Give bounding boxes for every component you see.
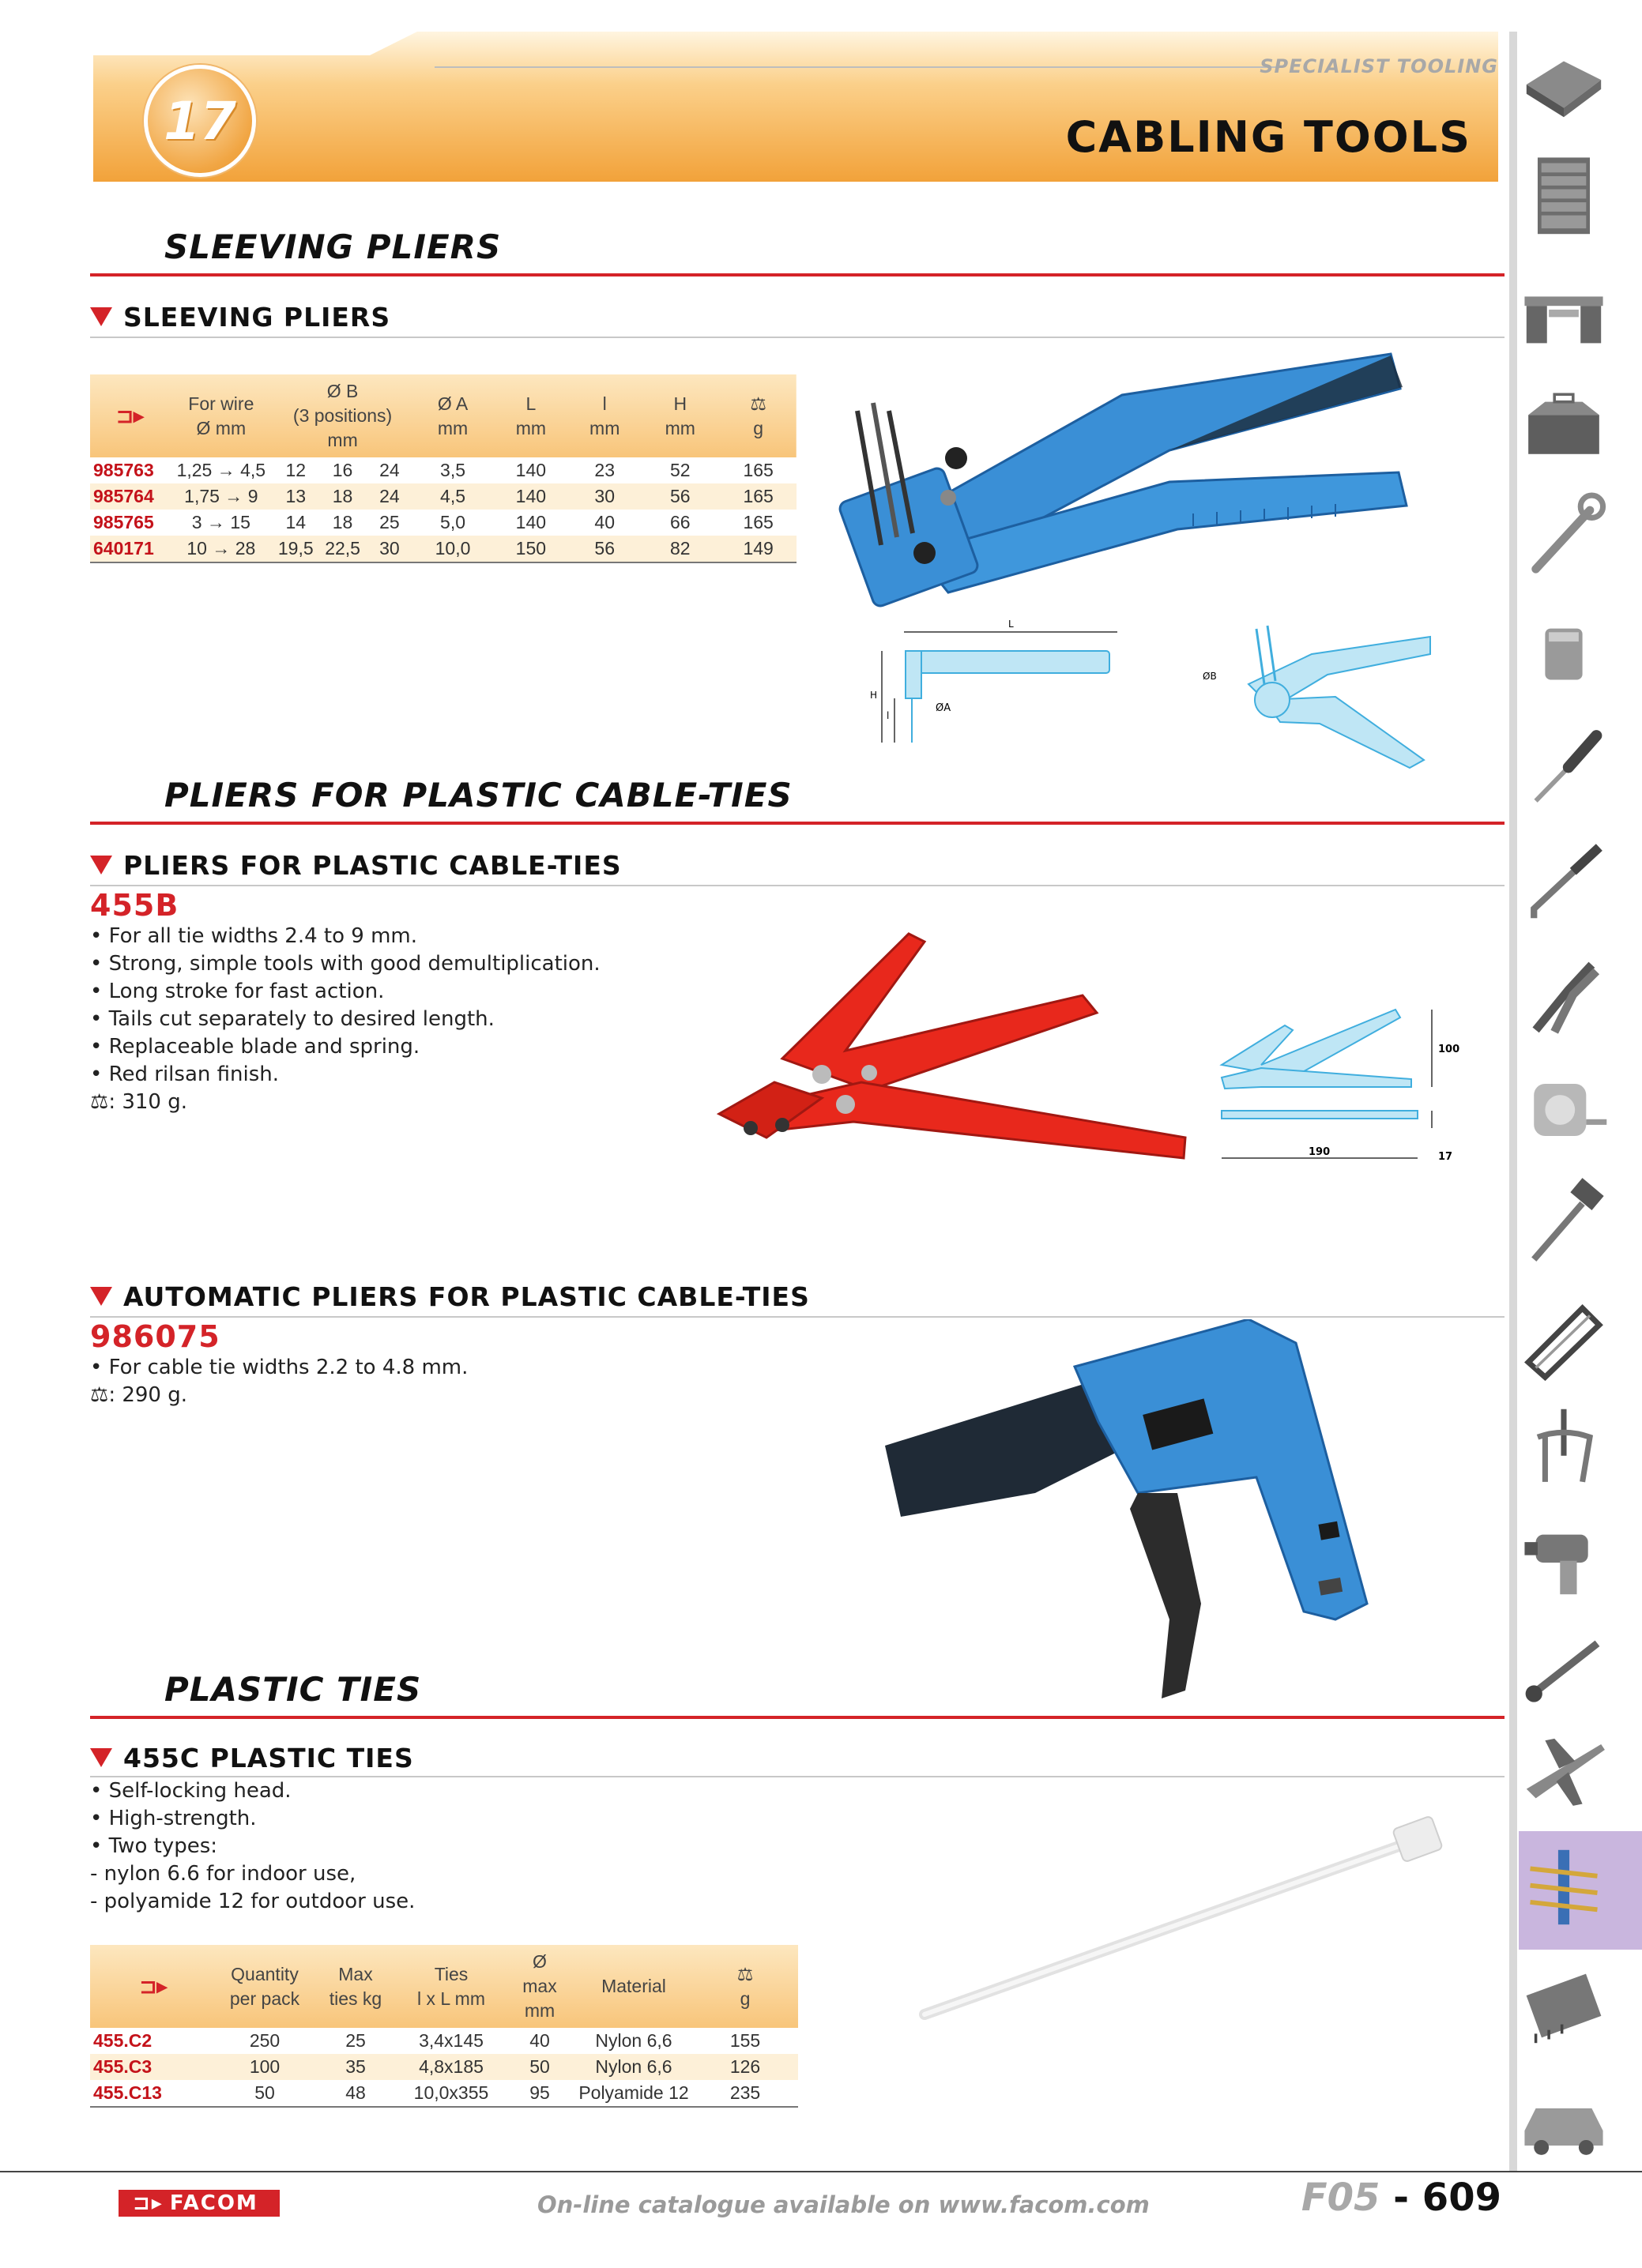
table-header-row bbox=[90, 374, 797, 457]
dim-label-l-small: l bbox=[887, 710, 890, 721]
reference-column-icon: ⊐▸ bbox=[116, 403, 144, 427]
section-code: F05 bbox=[1301, 2176, 1380, 2220]
list-item: • Replaceable blade and spring. bbox=[90, 1035, 420, 1059]
table-cell: 48 bbox=[345, 2082, 366, 2103]
list-item: • Long stroke for fast action. bbox=[90, 980, 385, 1003]
col-ties-size: Ties l x L mm bbox=[416, 1963, 486, 2009]
col-quantity: Quantity per pack bbox=[229, 1963, 300, 2009]
section-title-sleeving: SLEEVING PLIERS bbox=[164, 228, 502, 266]
table-cell: 10 → 28 bbox=[186, 538, 256, 559]
table-cell: 3,5 bbox=[440, 460, 466, 480]
subsection-label: PLIERS FOR PLASTIC CABLE-TIES bbox=[123, 850, 622, 881]
list-item: • Red rilsan finish. bbox=[90, 1063, 279, 1086]
subsection-rule bbox=[90, 885, 1505, 886]
triangle-marker-icon bbox=[90, 1748, 112, 1767]
table-cell-ref: 640171 bbox=[93, 538, 154, 559]
chapter-number: 17 bbox=[164, 90, 236, 152]
table-cell: 35 bbox=[345, 2056, 366, 2077]
table-row bbox=[90, 2054, 798, 2080]
table-cell: 100 bbox=[249, 2056, 281, 2077]
col-max-ties: Max ties kg bbox=[329, 1963, 382, 2009]
product-description-455c bbox=[90, 1777, 415, 1916]
table-cell: 30 bbox=[594, 486, 615, 506]
dim-label-h: H bbox=[870, 690, 878, 701]
table-cell: Nylon 6,6 bbox=[595, 2030, 672, 2051]
table-cell: 250 bbox=[249, 2030, 281, 2051]
table-cell: 52 bbox=[669, 460, 691, 480]
list-item: • Tails cut separately to desired length. bbox=[90, 1007, 495, 1031]
socket-icon[interactable] bbox=[1517, 610, 1610, 703]
table-cell: 3,4x145 bbox=[419, 2030, 484, 2051]
list-item: • Strong, simple tools with good demultiplication. bbox=[90, 952, 601, 976]
table-cell: Nylon 6,6 bbox=[595, 2056, 672, 2077]
weight-value: : 310 g. bbox=[108, 1090, 187, 1114]
section-category: SPECIALIST TOOLING bbox=[1260, 55, 1498, 77]
dim-label-a: ØA bbox=[936, 702, 951, 714]
list-item: • Two types: bbox=[90, 1834, 218, 1858]
puller-icon[interactable] bbox=[1517, 1400, 1610, 1493]
workbench-icon[interactable] bbox=[1517, 38, 1610, 131]
tool-cabinet-icon[interactable] bbox=[1517, 150, 1610, 243]
automotive-icon[interactable] bbox=[1517, 2073, 1610, 2166]
sleeving-spec-table bbox=[90, 374, 797, 563]
weight-unit: g bbox=[740, 1988, 751, 2009]
table-cell: 1,25 → 4,5 bbox=[176, 460, 266, 480]
weight-value: : 290 g. bbox=[108, 1383, 187, 1407]
weight-icon: ⚖ bbox=[736, 1963, 754, 1984]
chapter-rail bbox=[1509, 32, 1517, 2172]
table-cell: 56 bbox=[594, 538, 615, 559]
plastic-ties-spec-table bbox=[90, 1945, 798, 2108]
screwdriver-icon[interactable] bbox=[1517, 719, 1610, 812]
table-cell: 4,5 bbox=[440, 486, 466, 506]
chapter-number-badge bbox=[144, 65, 256, 177]
table-cell: 10,0x355 bbox=[413, 2082, 489, 2103]
table-cell: 3 → 15 bbox=[191, 512, 250, 532]
table-cell: 24 bbox=[379, 460, 400, 480]
list-item: • For cable tie widths 2.2 to 4.8 mm. bbox=[90, 1356, 469, 1379]
automatic-pliers-photo bbox=[877, 1319, 1414, 1714]
table-cell: 165 bbox=[743, 486, 774, 506]
col-diameter-b: Ø B (3 positions) mm bbox=[292, 381, 393, 450]
wrench-icon[interactable] bbox=[1517, 490, 1610, 583]
table-row bbox=[90, 483, 797, 510]
dim-width: 17 bbox=[1438, 1151, 1453, 1163]
subsection-rule bbox=[90, 1316, 1505, 1318]
table-row bbox=[90, 536, 797, 562]
table-cell: 50 bbox=[254, 2082, 275, 2103]
subsection-label: SLEEVING PLIERS bbox=[123, 302, 391, 333]
table-cell: 235 bbox=[729, 2082, 761, 2103]
table-cell: 12 bbox=[285, 460, 307, 480]
product-description-986075 bbox=[90, 1354, 468, 1409]
col-material: Material bbox=[601, 1976, 666, 1996]
dim-label-l: L bbox=[1008, 619, 1014, 630]
subsection-title-sleeving bbox=[90, 302, 390, 333]
table-cell: 50 bbox=[529, 2056, 550, 2077]
table-cell: 126 bbox=[729, 2056, 761, 2077]
facom-logo[interactable] bbox=[119, 2190, 280, 2217]
subsection-rule bbox=[90, 337, 1505, 338]
tape-measure-icon[interactable] bbox=[1517, 1063, 1610, 1157]
reference-column-icon: ⊐▸ bbox=[139, 1973, 168, 1998]
table-cell: 140 bbox=[515, 486, 547, 506]
sleeving-pliers-photo bbox=[838, 340, 1422, 632]
table-cell: 140 bbox=[515, 512, 547, 532]
table-cell: 18 bbox=[332, 512, 353, 532]
table-row bbox=[90, 2080, 798, 2107]
table-cell: 14 bbox=[285, 512, 307, 532]
product-ref-986075: 986075 bbox=[90, 1319, 220, 1354]
col-for-wire: For wire Ø mm bbox=[188, 393, 254, 438]
cable-tie-pliers-photo bbox=[711, 924, 1201, 1169]
col-diameter-a: Ø A mm bbox=[437, 393, 469, 438]
list-item: • Self-locking head. bbox=[90, 1779, 292, 1803]
table-cell-ref: 455.C3 bbox=[93, 2056, 153, 2077]
col-l-small: l mm bbox=[589, 393, 620, 438]
table-cell: 66 bbox=[669, 512, 691, 532]
table-cell-ref: 985765 bbox=[93, 512, 154, 532]
table-cell: 30 bbox=[379, 538, 400, 559]
catalogue-link[interactable]: On-line catalogue available on www.facom.com bbox=[537, 2191, 1150, 2218]
table-cell-ref: 455.C13 bbox=[93, 2082, 162, 2103]
subsection-title-automatic-pliers bbox=[90, 1281, 810, 1312]
table-cell: 155 bbox=[729, 2030, 761, 2051]
dim-length: 190 bbox=[1309, 1146, 1331, 1158]
page-separator: - bbox=[1380, 2176, 1422, 2220]
page-title: CABLING TOOLS bbox=[1065, 112, 1471, 162]
section-title-plastic-ties: PLASTIC TIES bbox=[164, 1670, 422, 1709]
table-cell-ref: 455.C2 bbox=[93, 2030, 153, 2051]
table-cell: 25 bbox=[379, 512, 400, 532]
table-cell: 13 bbox=[285, 486, 307, 506]
cable-tie-pliers-diagram bbox=[1214, 1002, 1474, 1168]
subsection-label: AUTOMATIC PLIERS FOR PLASTIC CABLE-TIES bbox=[123, 1281, 810, 1312]
table-cell: 22,5 bbox=[325, 538, 360, 559]
col-max-diameter: Ø max mm bbox=[522, 1951, 557, 2021]
subsection-label: 455C PLASTIC TIES bbox=[123, 1743, 414, 1773]
table-cell: 16 bbox=[332, 460, 353, 480]
facom-arrow-icon: ⊐▸ bbox=[133, 2191, 164, 2215]
list-item: - polyamide 12 for outdoor use. bbox=[90, 1890, 416, 1913]
table-cell: 56 bbox=[669, 486, 691, 506]
page-value: 609 bbox=[1422, 2176, 1501, 2220]
brand-name: FACOM bbox=[169, 2191, 258, 2215]
dim-height: 100 bbox=[1438, 1044, 1460, 1055]
pliers-icon[interactable] bbox=[1517, 948, 1610, 1041]
table-cell: 165 bbox=[743, 460, 774, 480]
impact-wrench-icon[interactable] bbox=[1517, 1510, 1610, 1604]
triangle-marker-icon bbox=[90, 856, 112, 874]
electronics-icon[interactable] bbox=[1517, 1959, 1610, 2052]
list-item: • High-strength. bbox=[90, 1807, 257, 1830]
table-row bbox=[90, 510, 797, 536]
section-rule bbox=[90, 1716, 1505, 1719]
hex-key-icon[interactable] bbox=[1517, 834, 1610, 927]
subsection-title-plastic-ties bbox=[90, 1743, 414, 1773]
list-item bbox=[90, 1382, 468, 1409]
section-rule bbox=[90, 822, 1505, 825]
table-cell: Polyamide 12 bbox=[578, 2082, 689, 2103]
header-rule bbox=[435, 66, 1280, 68]
workstation-icon[interactable] bbox=[1517, 269, 1610, 362]
table-cell: 95 bbox=[529, 2082, 550, 2103]
table-cell: 25 bbox=[345, 2030, 366, 2051]
page-number bbox=[1301, 2176, 1501, 2220]
table-cell: 5,0 bbox=[440, 512, 466, 532]
weight-icon: ⚖ bbox=[750, 393, 766, 414]
table-cell: 149 bbox=[743, 538, 774, 559]
table-cell: 10,0 bbox=[435, 538, 471, 559]
weight-icon: ⚖ bbox=[90, 1090, 109, 1114]
col-weight bbox=[692, 1945, 798, 2028]
subsection-title-cable-ties-pliers bbox=[90, 850, 622, 881]
section-rule bbox=[90, 273, 1505, 276]
aircraft-icon[interactable] bbox=[1517, 1724, 1610, 1817]
col-height: H mm bbox=[665, 393, 695, 438]
hammer-icon[interactable] bbox=[1517, 1175, 1610, 1269]
table-cell: 1,75 → 9 bbox=[184, 486, 258, 506]
saw-icon[interactable] bbox=[1517, 1288, 1610, 1381]
weight-unit: g bbox=[753, 417, 764, 438]
table-header-row bbox=[90, 1945, 798, 2028]
footer-rule bbox=[0, 2171, 1642, 2172]
triangle-marker-icon bbox=[90, 1287, 112, 1306]
toolbox-icon[interactable] bbox=[1517, 378, 1610, 471]
list-item: - nylon 6.6 for indoor use, bbox=[90, 1862, 356, 1886]
table-cell: 82 bbox=[669, 538, 691, 559]
table-cell: 165 bbox=[743, 512, 774, 532]
product-description-455b bbox=[90, 923, 601, 1116]
triangle-marker-icon bbox=[90, 307, 112, 326]
list-item: • For all tie widths 2.4 to 9 mm. bbox=[90, 924, 417, 948]
dim-label-b: ØB bbox=[1203, 671, 1217, 682]
table-cell: 24 bbox=[379, 486, 400, 506]
table-cell: 4,8x185 bbox=[419, 2056, 484, 2077]
table-cell: 140 bbox=[515, 460, 547, 480]
table-cell: 19,5 bbox=[277, 538, 314, 559]
torque-wrench-icon[interactable] bbox=[1517, 1621, 1610, 1714]
table-cell: 150 bbox=[515, 538, 547, 559]
table-row bbox=[90, 457, 797, 483]
table-cell-ref: 985764 bbox=[93, 486, 154, 506]
table-cell: 40 bbox=[529, 2030, 550, 2051]
sleeving-front-diagram bbox=[1201, 597, 1438, 779]
weight-icon: ⚖ bbox=[90, 1383, 109, 1407]
table-row bbox=[90, 2028, 798, 2054]
section-title-cable-ties-pliers: PLIERS FOR PLASTIC CABLE-TIES bbox=[164, 776, 793, 814]
table-cell: 23 bbox=[594, 460, 615, 480]
table-cell-ref: 985763 bbox=[93, 460, 154, 480]
col-length: L mm bbox=[515, 393, 547, 438]
cabling-tools-icon[interactable] bbox=[1517, 1841, 1610, 1934]
sleeving-side-diagram bbox=[866, 616, 1135, 758]
product-ref-455b: 455B bbox=[90, 888, 179, 923]
table-cell: 18 bbox=[332, 486, 353, 506]
col-weight bbox=[720, 374, 797, 457]
list-item bbox=[90, 1089, 601, 1116]
table-cell: 40 bbox=[594, 512, 615, 532]
plastic-tie-photo bbox=[909, 1809, 1454, 2046]
